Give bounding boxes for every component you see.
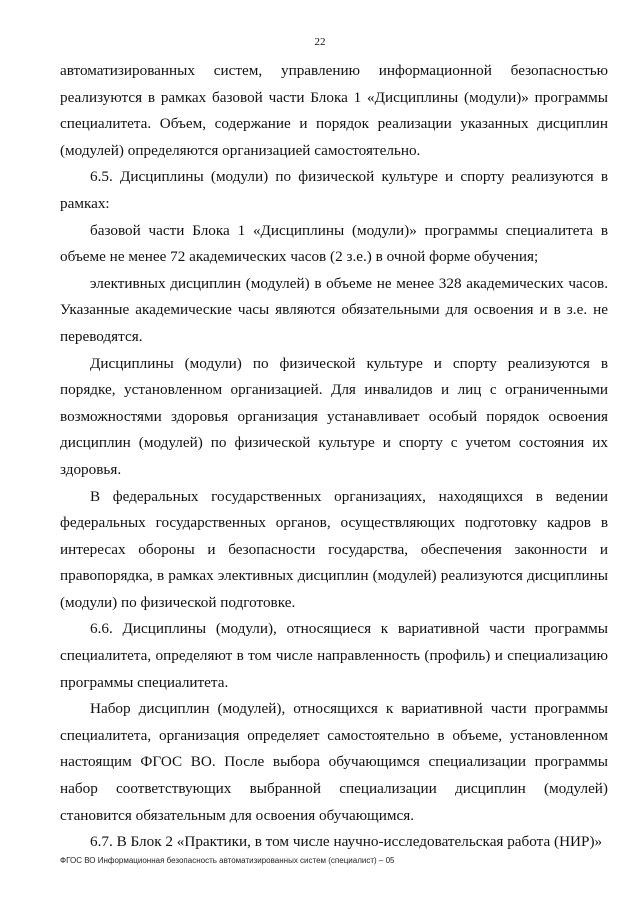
paragraph-6-5: 6.5. Дисциплины (модули) по физической культуре и спорту реализуются в рамках: <box>60 168 608 212</box>
document-body <box>60 58 608 856</box>
paragraph-base-part: базовой части Блока 1 «Дисциплины (модули)» программы специалитета в объеме не менее 72 академических часов (2 з.е.) в очной форме обучения; <box>60 221 608 266</box>
paragraph-6-7: 6.7. В Блок 2 «Практики, в том числе научно-исследовательская работа (НИР)» <box>90 833 603 851</box>
paragraph-set: Набор дисциплин (модулей), относящихся к вариативной части программы специалитета, организация определяет самостоятельно в объеме, установленном настоящим ФГОС ВО. После выбора обучающимся специализации программы набор соответствующих выбранной специализации дисциплин (модулей) становится обязательным для освоения обучающимся. <box>60 700 608 824</box>
paragraph-order: Дисциплины (модули) по физической культуре и спорту реализуются в порядке, установленном организацией. Для инвалидов и лиц с ограниченными возможностями здоровья организация устанавливает особый порядок освоения дисциплин (модулей) по физической культуре и спорту с учетом состояния их здоровья. <box>60 354 608 478</box>
paragraph-continuation: автоматизированных систем, управлению информационной безопасностью реализуются в рамках базовой части Блока 1 «Дисциплины (модули)» программы специалитета. Объем, содержание и порядок реализации указанных дисциплин (модулей) определяются организацией самостоятельно. <box>60 62 608 159</box>
page-footer: ФГОС ВО Информационная безопасность автоматизированных систем (специалист) – 05 <box>60 856 395 865</box>
paragraph-elective: элективных дисциплин (модулей) в объеме не менее 328 академических часов. Указанные академические часы являются обязательными для освоения и в з.е. не переводятся. <box>60 274 608 345</box>
paragraph-federal: В федеральных государственных организациях, находящихся в ведении федеральных государственных органов, осуществляющих подготовку кадров в интересах обороны и безопасности государства, обеспечения законности и правопорядка, в рамках элективных дисциплин (модулей) реализуются дисциплины (модули) по физической подготовке. <box>60 487 608 611</box>
paragraph-6-6: 6.6. Дисциплины (модули), относящиеся к вариативной части программы специалитета, определяют в том числе направленность (профиль) и специализацию программы специалитета. <box>60 620 608 691</box>
page-number: 22 <box>314 36 326 48</box>
